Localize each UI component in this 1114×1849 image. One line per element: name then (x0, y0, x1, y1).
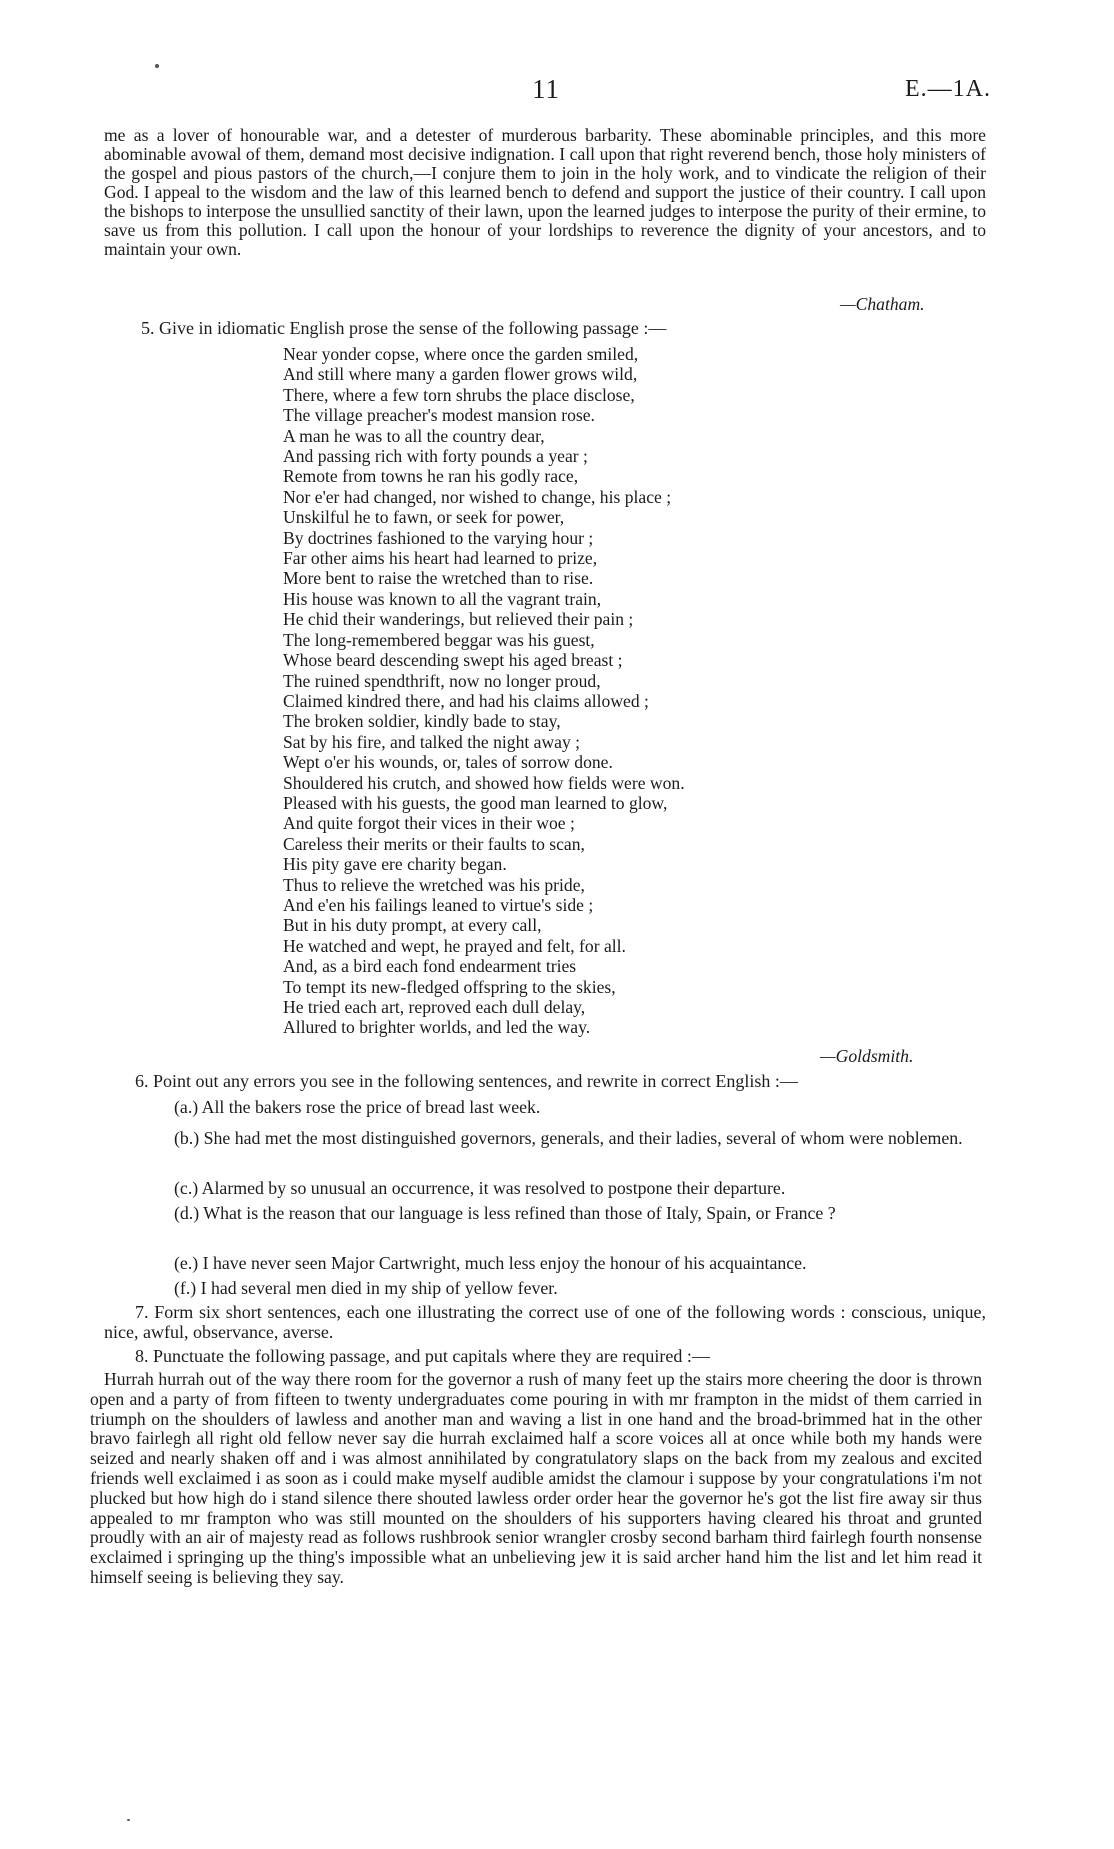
question-6: 6. Point out any errors you see in the following sentences, and rewrite in correct English :— (135, 1071, 798, 1091)
print-speck (155, 64, 159, 68)
poem-line: Thus to relieve the wretched was his pride, (283, 874, 585, 895)
poem-line: Allured to brighter worlds, and led the way. (283, 1017, 591, 1038)
punctuation-passage: Hurrah hurrah out of the way there room for the governor a rush of many feet up the stairs more cheering the door is thrown open and a party of from fifteen to twenty undergraduates come pouring in with mr frampton in the midst of them carried in triumph on the shoulders of lawless and another man and waving a list in one hand and the broad-brimmed hat in the other bravo fairlegh all right old fellow never say die hurrah exclaimed half a score voices all at once while both my hands were seized and nearly shaken off and i was almost annihilated by congratulatory slaps on the back from my zealous and excited friends well exclaimed i as soon as i could make myself audible amidst the clamour i suppose by your congratulations i'm not plucked but how high do i stand silence there shouted lawless order order hear the governor he's got the list fire away sir thus appealed to mr frampton who was still mounted on the shoulders of his supporters having cleared his throat and grunted proudly with an air of majesty read as follows rushbrook senior wrangler crosby second barham third fairlegh fourth nonsense exclaimed i springing up the thing's impossible what an unbelieving jew it is said archer hand him the list and let him read it himself seeing is believing they say. (90, 1369, 982, 1587)
poem-line: His pity gave ere charity began. (283, 854, 507, 875)
poem-line: Careless their merits or their faults to scan, (283, 833, 585, 854)
poem-line: The long-remembered beggar was his guest, (283, 629, 595, 650)
poem-line: And quite forgot their vices in their woe ; (283, 813, 575, 834)
poem-line: Far other aims his heart had learned to prize, (283, 548, 598, 569)
poem-line: And passing rich with forty pounds a year ; (283, 446, 588, 467)
goldsmith-poem (283, 344, 803, 1038)
poem-line: Unskilful he to fawn, or seek for power, (283, 507, 565, 528)
poem-line: But in his duty prompt, at every call, (283, 915, 542, 936)
poem-line: Near yonder copse, where once the garden smiled, (283, 344, 639, 364)
poem-line: There, where a few torn shrubs the place disclose, (283, 384, 635, 405)
page-number: 11 (532, 74, 560, 104)
poem-line: Claimed kindred there, and had his claims allowed ; (283, 690, 649, 711)
question-7: 7. Form six short sentences, each one illustrating the correct use of one of the following words : conscious, unique, nice, awful, observance, averse. (104, 1302, 986, 1342)
poem-line: And still where many a garden flower grows wild, (283, 364, 638, 385)
poem-line: Whose beard descending swept his aged breast ; (283, 650, 623, 671)
sentence-item: (a.) All the bakers rose the price of bread last week. (174, 1097, 541, 1117)
poem-line: To tempt its new-fledged offspring to the skies, (283, 976, 616, 997)
poem-line: His house was known to all the vagrant train, (283, 588, 602, 609)
document-reference: E.—1A. (905, 76, 991, 102)
poem-line: More bent to raise the wretched than to rise. (283, 568, 594, 589)
poem-line: Pleased with his guests, the good man learned to glow, (283, 792, 668, 813)
poem-line: Sat by his fire, and talked the night away ; (283, 731, 581, 752)
poem-line: Wept o'er his wounds, or, tales of sorrow done. (283, 752, 613, 773)
print-speck (127, 1819, 130, 1821)
poem-line: And e'en his failings leaned to virtue's side ; (283, 894, 594, 915)
goldsmith-attribution: —Goldsmith. (820, 1046, 914, 1066)
poem-line: He chid their wanderings, but relieved their pain ; (283, 609, 634, 630)
poem-line: Nor e'er had changed, nor wished to change, his place ; (283, 486, 672, 507)
poem-line: Remote from towns he ran his godly race, (283, 466, 579, 487)
poem-line: He tried each art, reproved each dull delay, (283, 997, 586, 1017)
chatham-attribution: —Chatham. (840, 294, 925, 314)
sentence-item: (d.) What is the reason that our language is less refined than those of Italy, Spain, or France ? (174, 1203, 836, 1223)
poem-line: And, as a bird each fond endearment tries (283, 956, 577, 977)
sentence-item: (e.) I have never seen Major Cartwright, much less enjoy the honour of his acquaintance. (174, 1253, 807, 1273)
sentence-item: (f.) I had several men died in my ship of yellow fever. (174, 1278, 558, 1298)
poem-line: Shouldered his crutch, and showed how fields were won. (283, 772, 685, 793)
chatham-passage: me as a lover of honourable war, and a detester of murderous barbarity. These abominable principles, and this more abominable avowal of them, demand most decisive indignation. I call upon that right reverend bench, those holy ministers of the gospel and pious pastors of the church,—I conjure them to join in the holy work, and to vindicate the religion of their God. I appeal to the wisdom and the law of this learned bench to defend and support the justice of their country. I call upon the bishops to interpose the unsullied sanctity of their lawn, upon the learned judges to interpose the purity of their ermine, to save us from this pollution. I call upon the honour of your lordships to reverence the dignity of your ancestors, and to maintain your own. (104, 125, 986, 259)
sentence-item: (b.) She had met the most distinguished governors, generals, and their ladies, several of whom were noblemen. (174, 1128, 963, 1148)
question-5: 5. Give in idiomatic English prose the sense of the following passage :— (141, 318, 667, 338)
poem-line: By doctrines fashioned to the varying hour ; (283, 527, 594, 548)
poem-line: The village preacher's modest mansion rose. (283, 405, 595, 426)
poem-line: The ruined spendthrift, now no longer proud, (283, 670, 601, 691)
poem-line: The broken soldier, kindly bade to stay, (283, 711, 561, 732)
question-8: 8. Punctuate the following passage, and put capitals where they are required :— (135, 1346, 710, 1366)
sentence-item: (c.) Alarmed by so unusual an occurrence, it was resolved to postpone their departure. (174, 1178, 786, 1198)
poem-line: A man he was to all the country dear, (283, 425, 545, 446)
poem-line: He watched and wept, he prayed and felt, for all. (283, 935, 626, 956)
